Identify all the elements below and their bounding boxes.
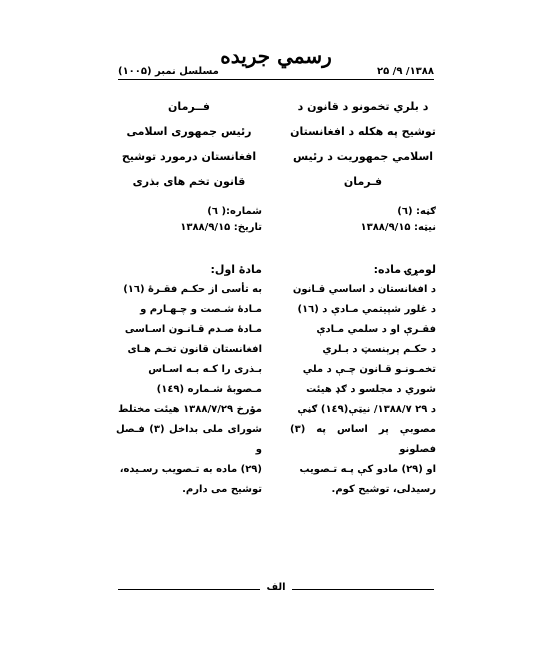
- body-line: مـادهٔ صـدم قـانـون اسـاسی: [124, 324, 262, 335]
- heading-line: اسلامي جمهوريت د رئيس: [292, 150, 434, 163]
- body-line: (٢٩) ماده به تـصويب رسـيده،: [119, 464, 262, 475]
- footer-rule-right: [292, 589, 434, 590]
- decree-number: شماره:( ٦): [207, 206, 262, 217]
- pashto-decree-meta: [290, 204, 436, 236]
- body-line: شوري د مجلسو د ګډ هيئت: [306, 384, 436, 395]
- decree-date: نيټه: ١٣٨٨/٩/١۵: [360, 222, 436, 233]
- body-line: شورای ملی بداخل (٣) فـصل و: [116, 424, 263, 455]
- header-divider: [118, 79, 434, 80]
- page-mark: الف: [266, 582, 286, 593]
- decree-date: تاريخ: ١٣٨٨/٩/١۵: [180, 222, 262, 233]
- body-line: فقـرې او د سلمي مـادې: [316, 324, 436, 335]
- dari-decree-heading: [116, 94, 262, 194]
- body-line: د افغانستان د اساسي قـانون: [292, 284, 436, 295]
- heading-line: رئيس جمهوری اسلامی: [126, 125, 252, 138]
- article-label: لومړۍ ماده:: [373, 263, 436, 276]
- body-line: تخمـونـو قـانون چـې د ملي: [302, 364, 436, 375]
- issue-date: ١٣٨٨/ ٩/ ٢۵: [376, 66, 434, 77]
- pashto-article-text: [290, 280, 436, 500]
- body-line: توشيح می دارم.: [182, 484, 262, 495]
- decree-number: ګڼه: (٦): [397, 206, 436, 217]
- page-footer: [118, 582, 434, 596]
- heading-line: قانون تخم های بذری: [132, 175, 246, 188]
- heading-line: افغانستان درمورد توشيح: [121, 150, 257, 163]
- body-line: بـذری را کـه بـه اسـاس: [148, 364, 262, 375]
- gazette-title: رسمي جريده: [220, 44, 332, 68]
- body-line: او (٢٩) مادو کې پـه تـصويب: [299, 464, 436, 475]
- body-line: د ٢٩ ١٣٨٨/٧/ نيټې(١٤٩) ګڼې: [297, 404, 436, 415]
- article-label: مادهٔ اول:: [210, 263, 262, 276]
- pashto-decree-heading: [290, 94, 436, 194]
- body-line: د غلور شپيتمي مـادې د (١٦): [297, 304, 436, 315]
- body-line: به تأسی از حکـم فقـرهٔ (١٦): [123, 284, 262, 295]
- heading-line: د بلري تخمونو د قانون د: [297, 100, 429, 113]
- body-line: مـصوبهٔ شـماره (١٤٩): [156, 384, 262, 395]
- body-line: مصوبې پر اساس په (٣) فصلونو: [290, 424, 436, 455]
- serial-number: مسلسل نمبر (١٠٠۵): [118, 66, 219, 77]
- heading-line: توشيح په هکله د افغانستان: [290, 125, 436, 138]
- dari-article-text: [116, 280, 262, 500]
- footer-rule-left: [118, 589, 260, 590]
- body-line: مـادهٔ شـصت و چـهـارم و: [140, 304, 262, 315]
- body-line: مؤرخ ١٣٨٨/٧/٢٩ هيئت مختلط: [118, 404, 262, 415]
- body-line: افغانستان قانون تخـم هـای: [127, 344, 262, 355]
- heading-line: فـرمان: [343, 175, 383, 188]
- gazette-header: [118, 44, 434, 80]
- dari-column: [116, 94, 262, 500]
- body-line: رسيدلی، توشيح کوم.: [331, 484, 436, 495]
- body-line: د حکـم پرېنسټ د بـلري: [322, 344, 436, 355]
- heading-line: فــرمان: [168, 100, 210, 113]
- pashto-column: [290, 94, 436, 500]
- dari-decree-meta: [116, 204, 262, 236]
